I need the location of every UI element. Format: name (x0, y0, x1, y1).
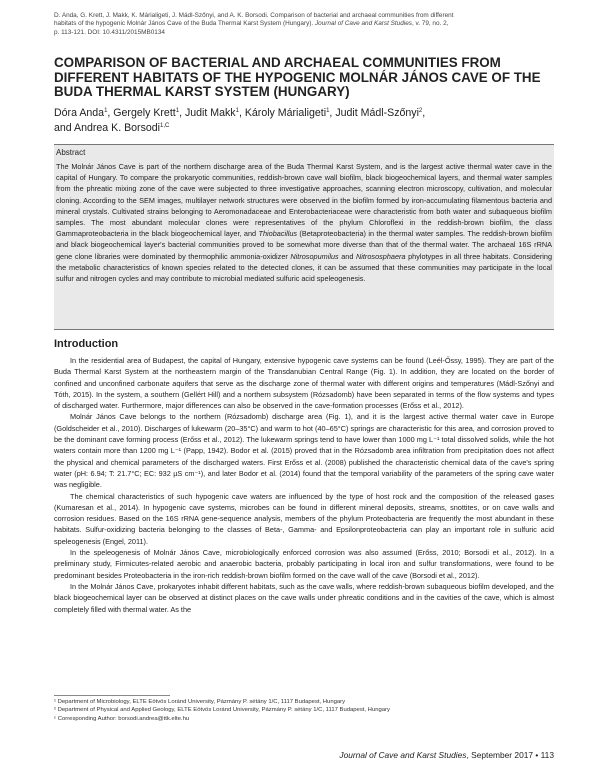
paragraph: In the Molnár János Cave, prokaryotes inhabit different habitats, such as the cave walls, where reddish-brown subaqueous biofilm developed, and the black biogeochemical layer can be observed at distinct places on the cave walls under phreatic conditions and in the cavities of the cave, which is almost completely filled with thermal water. As the (54, 581, 554, 614)
footnote-affiliation-2: ² Department of Physical and Applied Geology, ELTE Eötvös Loránd University, Pázmány P. sétány 1/C, 1117 Budapest, Hungary (54, 707, 390, 714)
paper-title: COMPARISON OF BACTERIAL AND ARCHAEAL COMMUNITIES FROM DIFFERENT HABITATS OF THE HYPOGENIC MOLNÁR JÁNOS CAVE OF THE BUDA THERMAL KARST SYSTEM (HUNGARY) (54, 55, 541, 100)
author-list (54, 106, 554, 135)
abstract-top-rule (54, 144, 554, 145)
section-heading-introduction: Introduction (54, 338, 119, 350)
footer-journal: Journal of Cave and Karst Studies (339, 750, 467, 760)
page-number: 113 (540, 750, 554, 760)
author: and Andrea K. Borsodi$^{1,C}$ (54, 121, 170, 134)
abstract-heading: Abstract (56, 148, 86, 157)
abstract-text: The Molnár János Cave is part of the northern discharge area of the Buda Thermal Karst System, and is the largest active thermal water cave in the capital of Hungary. To compare the prokaryotic communities, reddish-brown cave wall biofilm, black biogeochemical layers, and thermal water samples from the phreatic mixing zone of the cave were subjected to three investigative approaches, scanning electron microscopy, cultivation, and molecular cloning. According to the SEM images, multilayer network structures were observed in the biofilm formed by iron-accumulating filamentous bacteria and mineral crystals. Cultivated strains belonging to Aeromonadaceae and Enterobacteriaceae were characteristic from both water and subaqueous biofilm samples. The most abundant molecular clones were representatives of the phylum Chloroflexi in the reddish-brown biofilm, the class Gammaproteobacteria in the black biogeochemical layer, and Thiobacillus (Betaproteobacteria) in the thermal water samples. The reddish-brown biofilm and black biogeochemical layer's bacterial communities proved to be somewhat more diverse than that of the thermal water. The archaeal 16S rRNA gene clone libraries were dominated by thermophilic ammonia-oxidizer Nitrosopumilus and Nitrososphaera phylotypes in all three habitats. Considering the metabolic characteristics of known species related to the detected clones, it can be assumed that these communities may participate in the local sulfur and nitrogen cycles and may contribute to microbial mediated sulfuric acid speleogenesis. (56, 162, 553, 284)
footnote-rule (54, 695, 170, 696)
citation-line-1: D. Anda, G. Krett, J. Makk, K. Márialigeti, J. Mádl-Szőnyi, and A. K. Borsodi. Comparison of bacterial and archaeal communities from different (54, 12, 454, 19)
citation-line-2-text: habitats of the hypogenic Molnár János Cave of the Buda Thermal Karst System (Hungary). (54, 20, 315, 28)
citation-header (54, 12, 554, 37)
citation-line-3: p. 113-121. DOI: 10.4311/2015MB0134 (54, 28, 165, 36)
author: Károly Márialigeti$^1$, (244, 107, 336, 119)
footnote-affiliation-1: ¹ Department of Microbiology, ELTE Eötvös Loránd University, Pázmány P. sétány 1/C, 1117 Budapest, Hungary (54, 699, 346, 705)
author: Gergely Krett$^1$, (113, 107, 185, 119)
footer-date: , September 2017 • (466, 750, 539, 760)
author: Judit Makk$^1$, (184, 107, 245, 119)
page-footer (339, 750, 554, 760)
paragraph: In the residential area of Budapest, the capital of Hungary, extensive hypogenic cave systems can be found (Leél-Őssy, 1995). They are part of the Buda Thermal Karst System at the northeastern margin of the Transdanubian Central Range (Fig. 1). In addition, they are located on the border of confined and unconfined carbonate aquifers that serve as the discharge zone of thermal water with different origins and temperatures (Mádl-Szőnyi and Tóth, 2015). In the system, a southern (Gellért Hill) and a northern subsystem (Rózsadomb) have been separated in terms of the flow systems and types of discharged water. Furthermore, major differences can also be observed in the cave-formation processes (Erőss et al., 2012). (54, 356, 554, 411)
footnotes (54, 695, 554, 723)
citation-line-2 (54, 20, 554, 28)
footnote-corresponding-author: ᶜ Corresponding Author: borsodi.andrea@ttk.elte.hu (54, 715, 190, 722)
author: Judit Mádl-Szőnyi$^2$, (335, 107, 426, 119)
author: Dóra Anda$^1$, (54, 107, 114, 119)
introduction-body (54, 355, 554, 615)
citation-journal: Journal of Cave and Karst Studies (314, 20, 412, 28)
paragraph: Molnár János Cave belongs to the northern (Rózsadomb) discharge area (Fig. 1), and it is the largest active thermal water cave in Europe (Goldscheider et al., 2010). Discharges of lukewarm (20–35°C) and warm to hot (40–65°C) springs are characteristic for this area, and corrosion proved to be the dominant cave forming process (Erőss et al., 2012). The lukewarm springs tend to have lower than 1000 mg L⁻¹ total dissolved solids, while the hot waters contain more than 1200 mg L⁻¹ (Papp, 1942). Bodor et al. (2015) proved that in the Rózsadomb area infiltration from precipitation does not affect the physical and chemical parameters of the discharged waters. First Erőss et al. (2008) published the characteristic chemical data of the cave's spring water (pH: 6.94; T: 21.7°C; EC: 932 µS cm⁻¹), and later Bodor et al. (2014) found that the temporal variability of the parameters of the spring cave water was negligible. (54, 412, 554, 490)
abstract-bottom-rule (54, 329, 554, 330)
citation-volume: , v. 79, no. 2, (411, 20, 449, 28)
paragraph: In the speleogenesis of Molnár János Cave, microbiologically enforced corrosion was also assumed (Erőss, 2010; Borsodi et al., 2012). In a preliminary study, Firmicutes-related aerobic and anaerobic bacteria, probably participating in local iron and sulfur transformations, were found to be predominant besides Proteobacteria in the iron-rich reddish-brown biofilm formed on the cave wall of the cave (Borsodi et al., 2012). (54, 548, 554, 580)
abstract-box (54, 144, 554, 330)
paragraph: The chemical characteristics of such hypogenic cave waters are influenced by the type of host rock and the composition of the released gases (Kumaresan et al., 2014). In hypogenic cave systems, microbes can be found in different mineral deposits, streams, snottites, or on cave walls and corrosion residues. Based on the 16S rRNA gene-sequence analysis, members of the phylum Proteobacteria are frequently the most abundant in these habitats. Sulfur-oxidizing bacteria belonging to the classes of Beta-, Gamma- and Epsilonproteobacteria can play an important role in sulfuric acid speleogenesis (Engel, 2011). (54, 491, 554, 546)
